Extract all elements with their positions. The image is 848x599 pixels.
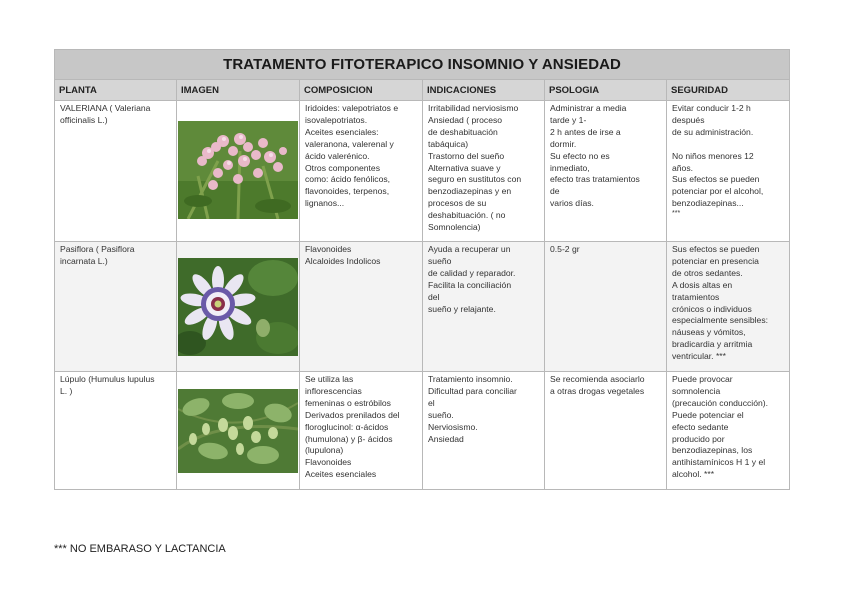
hops-plant-photo (178, 389, 298, 473)
footnote: *** NO EMBARASO Y LACTANCIA (54, 543, 226, 555)
table-row (55, 372, 790, 490)
indicaciones-cell: Ayuda a recuperar un sueño de calidad y reparador. Facilita la conciliación del sueño y relajante. (423, 242, 545, 372)
psologia-cell: Administrar a media tarde y 1- 2 h antes de irse a dormir. Su efecto no es inmediato, efecto tras tratamientos de varios días. (545, 101, 667, 242)
valerian-flowers-photo (178, 121, 298, 219)
treatment-table (54, 49, 790, 490)
planta-cell: Lúpulo (Humulus lupulus L. ) (55, 372, 177, 490)
psologia-cell: Se recomienda asociarlo a otras drogas vegetales (545, 372, 667, 490)
imagen-cell (177, 101, 300, 242)
indicaciones-cell: Irritabilidad nerviosismo Ansiedad ( proceso de deshabituación tabáquica) Trastorno del sueño Alternativa suave y seguro en sustitutos con benzodiazepinas y en procesos de su deshabituación. ( no Somnolencia) (423, 101, 545, 242)
treatment-table-container (54, 49, 789, 490)
seguridad-cell: Puede provocar somnolencia (precaución conducción). Puede potenciar el efecto sedante producido por benzodiazepinas, los antihistamínicos H 1 y el alcohol. *** (667, 372, 790, 490)
imagen-cell (177, 372, 300, 490)
planta-cell: Pasiflora ( Pasiflora incarnata L.) (55, 242, 177, 372)
column-header-composicion: COMPOSICION (300, 80, 423, 101)
column-header-imagen: IMAGEN (177, 80, 300, 101)
table-row (55, 101, 790, 242)
passionflower-photo (178, 258, 298, 356)
column-header-planta: PLANTA (55, 80, 177, 101)
composicion-cell: Flavonoides Alcaloides Indolicos (300, 242, 423, 372)
seguridad-cell: Evitar conducir 1-2 h después de su administración. No niños menores 12 años. Sus efectos se pueden potenciar por el alcohol, benzodiazepinas... *** (667, 101, 790, 242)
imagen-cell (177, 242, 300, 372)
column-header-seguridad: SEGURIDAD (667, 80, 790, 101)
composicion-cell: Se utiliza las inflorescencias femeninas o estróbilos Derivados prenilados del floroglucinol: α-ácidos (humulona) y β- ácidos (lupulona) Flavonoides Aceites esenciales (300, 372, 423, 490)
column-header-indicaciones: INDICACIONES (423, 80, 545, 101)
indicaciones-cell: Tratamiento insomnio. Dificultad para conciliar el sueño. Nerviosismo. Ansiedad (423, 372, 545, 490)
header-row (55, 80, 790, 101)
table-title: TRATAMENTO FITOTERAPICO INSOMNIO Y ANSIEDAD (55, 50, 790, 80)
planta-cell: VALERIANA ( Valeriana officinalis L.) (55, 101, 177, 242)
seguridad-cell: Sus efectos se pueden potenciar en presencia de otros sedantes. A dosis altas en tratamientos crónicos o individuos especialmente sensibles: náuseas y vómitos, bradicardia y arritmia ventricular. *** (667, 242, 790, 372)
table-row (55, 242, 790, 372)
psologia-cell: 0.5-2 gr (545, 242, 667, 372)
composicion-cell: Iridoides: valepotriatos e isovalepotriatos. Aceites esenciales: valeranona, valerenal y ácido valerénico. Otros componentes como: ácido fenólicos, flavonoides, terpenos, lignanos... (300, 101, 423, 242)
column-header-psologia: PSOLOGIA (545, 80, 667, 101)
